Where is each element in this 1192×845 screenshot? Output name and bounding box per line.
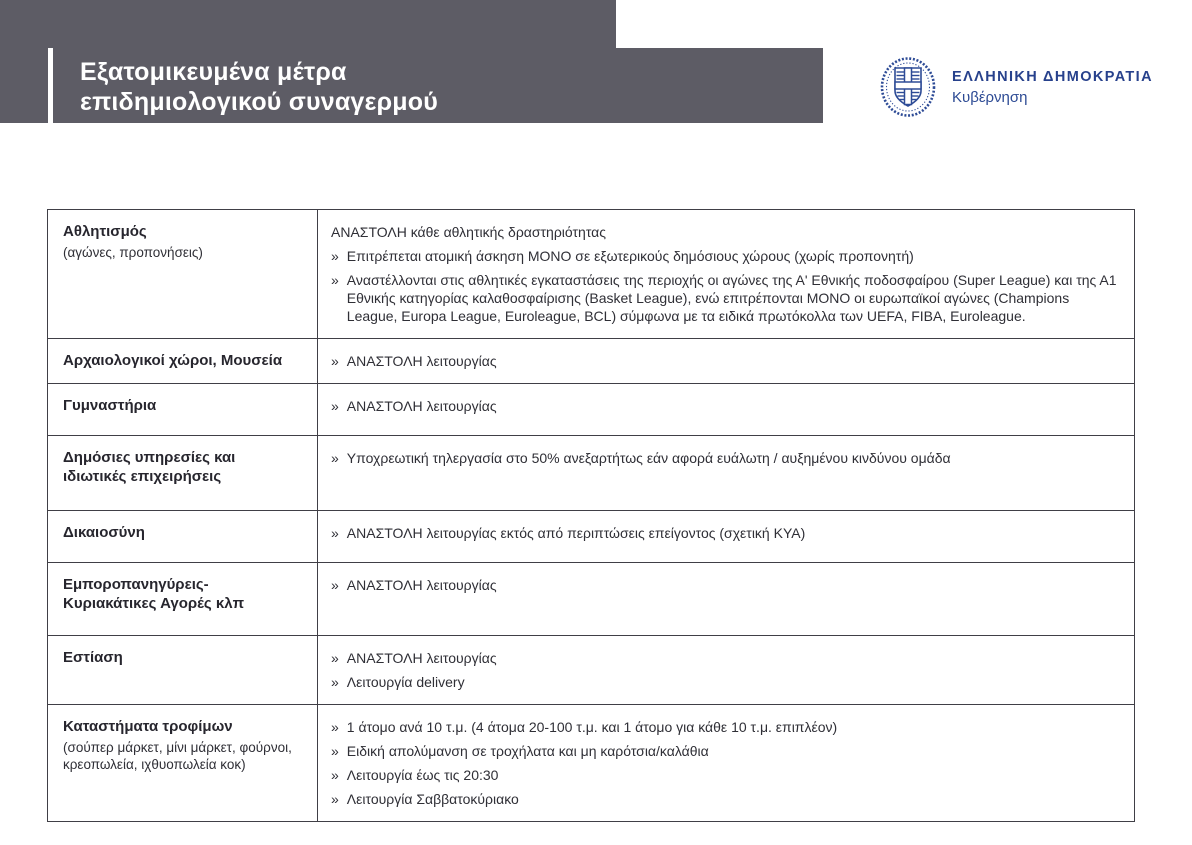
measure-text: Επιτρέπεται ατομική άσκηση ΜΟΝΟ σε εξωτερικούς δημόσιους χώρους (χωρίς προπονητή) xyxy=(346,248,914,264)
measures-cell xyxy=(318,705,1135,822)
measure-item xyxy=(331,271,1118,325)
category-cell xyxy=(48,210,318,339)
table-row xyxy=(48,436,1135,511)
measure-bullet-icon: » xyxy=(331,398,339,414)
measure-bullet-icon: » xyxy=(331,272,339,288)
measure-text: ΑΝΑΣΤΟΛΗ λειτουργίας xyxy=(346,577,497,593)
measure-bullet-icon: » xyxy=(331,450,339,466)
measure-item xyxy=(331,397,1118,415)
category-cell xyxy=(48,563,318,636)
measure-text: ΑΝΑΣΤΟΛΗ λειτουργίας εκτός από περιπτώσεις επείγοντος (σχετική ΚΥΑ) xyxy=(346,525,806,541)
category-title: Γυμναστήρια xyxy=(63,397,157,414)
table-row xyxy=(48,705,1135,822)
measure-text: ΑΝΑΣΤΟΛΗ λειτουργίας xyxy=(346,398,497,414)
category-cell xyxy=(48,511,318,563)
page-title-line2: επιδημιολογικού συναγερμού xyxy=(80,88,438,116)
measures-cell xyxy=(318,636,1135,705)
measure-item xyxy=(331,649,1118,667)
measures-cell xyxy=(318,339,1135,384)
table-row xyxy=(48,636,1135,705)
measure-text: Λειτουργία delivery xyxy=(346,674,465,690)
category-note: (αγώνες, προπονήσεις) xyxy=(63,245,203,260)
measure-item xyxy=(331,223,1118,241)
measure-bullet-icon: » xyxy=(331,577,339,593)
category-cell xyxy=(48,339,318,384)
table-row xyxy=(48,384,1135,436)
category-title: Δικαιοσύνη xyxy=(63,524,145,541)
measure-bullet-icon: » xyxy=(331,353,339,369)
category-title: Εστίαση xyxy=(63,649,123,666)
measure-text: ΑΝΑΣΤΟΛΗ κάθε αθλητικής δραστηριότητας xyxy=(331,224,606,240)
header-accent-bar xyxy=(48,48,53,123)
table-row xyxy=(48,210,1135,339)
measure-item xyxy=(331,524,1118,542)
measure-bullet-icon: » xyxy=(331,674,339,690)
measure-bullet-icon: » xyxy=(331,248,339,264)
measure-bullet-icon: » xyxy=(331,767,339,783)
table-row xyxy=(48,339,1135,384)
measure-item xyxy=(331,790,1118,808)
table-row xyxy=(48,563,1135,636)
greek-republic-emblem-icon xyxy=(878,55,938,119)
government-sub-name: Κυβέρνηση xyxy=(952,89,1028,106)
measure-text: 1 άτομο ανά 10 τ.μ. (4 άτομα 20-100 τ.μ. και 1 άτομο για κάθε 10 τ.μ. επιπλέον) xyxy=(346,719,838,735)
measure-item xyxy=(331,576,1118,594)
category-title: Εμποροπανηγύρεις-Κυριακάτικες Αγορές κλπ xyxy=(63,576,245,612)
government-org-name: ΕΛΛΗΝΙΚΗ ΔΗΜΟΚΡΑΤΙΑ xyxy=(952,69,1153,85)
measure-bullet-icon: » xyxy=(331,650,339,666)
measure-item xyxy=(331,352,1118,370)
page-title xyxy=(80,57,780,117)
measure-text: Ειδική απολύμανση σε τροχήλατα και μη καρότσια/καλάθια xyxy=(346,743,709,759)
header-banner-top xyxy=(0,0,616,48)
measure-bullet-icon: » xyxy=(331,743,339,759)
measure-text: ΑΝΑΣΤΟΛΗ λειτουργίας xyxy=(346,353,497,369)
measures-cell xyxy=(318,511,1135,563)
measure-item xyxy=(331,766,1118,784)
measures-table-body xyxy=(48,210,1135,822)
measure-item xyxy=(331,718,1118,736)
page-title-line1: Εξατομικευμένα μέτρα xyxy=(80,58,347,86)
category-cell xyxy=(48,436,318,511)
measures-cell xyxy=(318,563,1135,636)
category-title: Αθλητισμός xyxy=(63,223,147,240)
measure-text: Υποχρεωτική τηλεργασία στο 50% ανεξαρτήτως εάν αφορά ευάλωτη / αυξημένου κινδύνου ομάδα xyxy=(346,450,951,466)
measure-item xyxy=(331,673,1118,691)
measures-table xyxy=(47,209,1135,822)
category-cell xyxy=(48,636,318,705)
measure-text: Αναστέλλονται στις αθλητικές εγκαταστάσεις της περιοχής οι αγώνες της Α' Εθνικής ποδοσφαίρου (Super League) και της Α1 Εθνικής κατηγορίας καλαθοσφαίρισης (Basket League), ενώ επιτρέπονται ΜΟΝΟ οι ευρωπαϊκοί αγώνες (Champions League, Europa League, Euroleague, BCL) σύμφωνα με τα ειδικά πρωτόκολλα των UEFA, FIBA, Euroleague. xyxy=(346,272,1117,324)
category-cell xyxy=(48,384,318,436)
government-logo-text xyxy=(952,66,1153,108)
category-title: Καταστήματα τροφίμων xyxy=(63,718,233,735)
measure-item xyxy=(331,449,1118,467)
measure-bullet-icon: » xyxy=(331,791,339,807)
category-title: Αρχαιολογικοί χώροι, Μουσεία xyxy=(63,352,283,369)
category-note: (σούπερ μάρκετ, μίνι μάρκετ, φούρνοι, κρεοπωλεία, ιχθυοπωλεία κοκ) xyxy=(63,740,292,772)
measure-text: ΑΝΑΣΤΟΛΗ λειτουργίας xyxy=(346,650,497,666)
measure-text: Λειτουργία έως τις 20:30 xyxy=(346,767,499,783)
table-row xyxy=(48,511,1135,563)
category-title: Δημόσιες υπηρεσίες και ιδιωτικές επιχειρήσεις xyxy=(63,449,236,485)
measures-cell xyxy=(318,384,1135,436)
government-logo xyxy=(878,55,1153,119)
measures-cell xyxy=(318,210,1135,339)
measure-item xyxy=(331,742,1118,760)
measure-bullet-icon: » xyxy=(331,719,339,735)
measures-cell xyxy=(318,436,1135,511)
measure-item xyxy=(331,247,1118,265)
measure-text: Λειτουργία Σαββατοκύριακο xyxy=(346,791,519,807)
category-cell xyxy=(48,705,318,822)
measure-bullet-icon: » xyxy=(331,525,339,541)
